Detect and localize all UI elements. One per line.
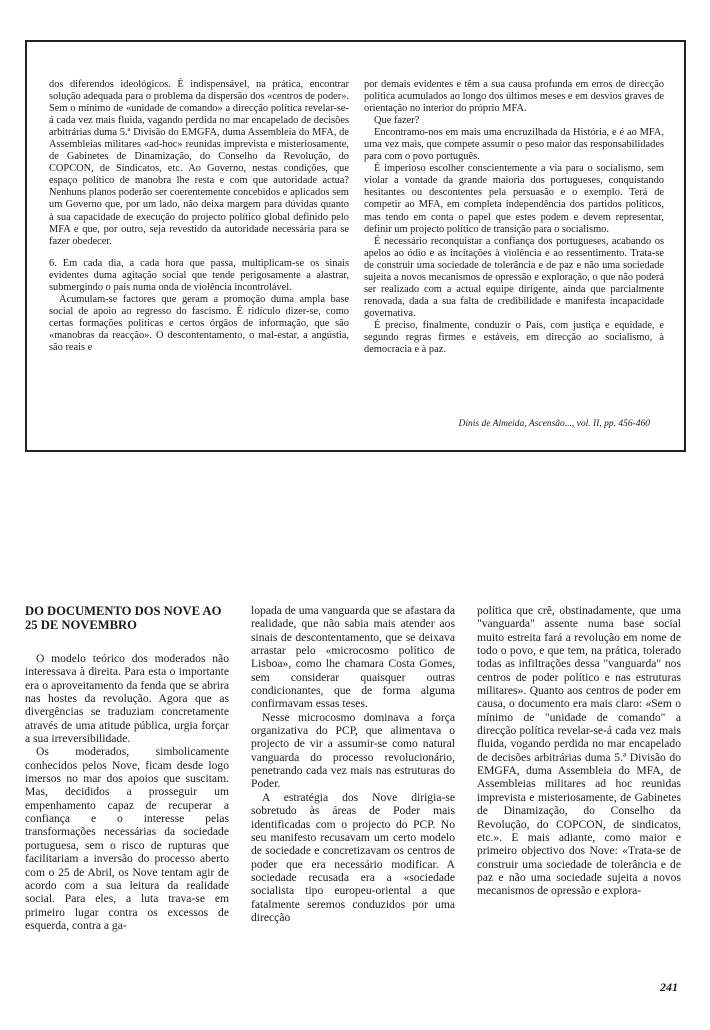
article-paragraph: A estratégia dos Nove dirigia-se sobretudo às áreas de Poder mais identificadas com o projecto do PCP. No seu manifesto recusavam um certo modelo de sociedade e concretizavam os centros de poder que era necessário modificar. A sociedade recusada era a «sociedade socialista tipo europeu-oriental a que fatalmente seremos conduzidos por uma direcção bbox=[251, 790, 455, 924]
quotation-paragraph: É preciso, finalmente, conduzir o País, com justiça e equidade, e segundo regras firmes e estáveis, em direcção ao socialismo, à democracia e à paz. bbox=[364, 319, 664, 356]
quotation-paragraph: Encontramo-nos em mais uma encruzilhada da História, e é ao MFA, uma vez mais, que compete assumir o peso maior das responsabilidades para com o povo português. bbox=[364, 127, 664, 163]
quotation-column-left bbox=[49, 79, 349, 356]
article-column-3 bbox=[477, 604, 681, 932]
quotation-paragraph: É necessário reconquistar a confiança dos portugueses, acabando os apelos ao ódio e as incitações à violência e ao ressentimento. Trata-se de construir uma sociedade de tolerância e de paz e não uma sociedade sujeita a novos mecanismos de opressão e exploração, o que não poderá ser realizado com a actual equipe dirigente, ainda que parcialmente renovada, dada a sua falta de credibilidade e manifesta incapacidade governativa. bbox=[364, 235, 664, 319]
article-body bbox=[25, 604, 681, 932]
quotation-paragraph: É imperioso escolher conscientemente a via para o socialismo, sem violar a vontade da grande maioria dos portugueses, conquistando hesitantes ou descontentes pela persuasão e o exemplo. Terá de competir ao MFA, em completa independência dos partidos políticos, mas tendo em conta o papel que estes podem e devem representar, definir um projecto político de transição para o socialismo. bbox=[364, 163, 664, 235]
quotation-column-right bbox=[364, 79, 664, 356]
article-column-2 bbox=[251, 604, 455, 932]
quotation-box bbox=[25, 40, 686, 452]
article-paragraph: lopada de uma vanguarda que se afastara da realidade, que não sabia mais atender aos sinais de descontentamento, que se deixava arrastar pelo «microcosmo político de Lisboa», como lhe chamara Costa Gomes, sem considerar quaisquer outras condicionantes, que de forma alguma confirmavam essas teses. bbox=[251, 604, 455, 711]
quotation-source: Dinis de Almeida, Ascensão..., vol. II, pp. 456-460 bbox=[458, 419, 650, 429]
quotation-paragraph: por demais evidentes e têm a sua causa profunda em erros de direcção política acumulados ao longo dos últimos meses e em desvios graves de orientação no interior do próprio MFA. bbox=[364, 79, 664, 115]
quotation-paragraph: dos diferendos ideológicos. É indispensável, na prática, encontrar solução adequada para o problema da dispersão dos «centros de poder». Sem o mínimo de «unidade de comando» a direcção política revelar-se-á cada vez mais fluida, vagando perdida no mar encapelado de decisões arbitrárias duma 5.ª Divisão do EMGFA, duma Assembleia do MFA, de Assembleias militares «ad-hoc» reunidas imprevista e misteriosamente, de Gabinetes de Dinamização, do Conselho da Revolução, do COPCON, de Sindicatos, etc. Ao Governo, nestas condições, que espaço político de manobra lhe resta e com que autoridade actua? Nenhuns planos poderão ser coerentemente concebidos e aplicados sem um Governo que, por um lado, não deixa margem para dúvidas quanto à sua capacidade de execução do projecto político global definido pelo MFA e que, por outro, seja revestido da autoridade necessária para se fazer obedecer. bbox=[49, 79, 349, 247]
article-paragraph: O modelo teórico dos moderados não interessava à direita. Para esta o importante era o aproveitamento da fenda que se abrira nas hostes da revolução. Agora que as divergências se traduziam concretamente através de uma atitude pública, urgia forçar a sua irreversibilidade. bbox=[25, 652, 229, 746]
article-paragraph: Os moderados, simbolicamente conhecidos pelos Nove, ficam desde logo imersos no mar dos apoios que suscitam. Mas, decididos a prosseguir um empenhamento capaz de recuperar a confiança e o interesse pelas transformações necessárias da sociedade portuguesa, sem o risco de rupturas que facilitariam a inversão do processo aberto com o 25 de Abril, os Nove tentam agir de acordo com a sua leitura da realidade social. Para eles, a luta trava-se em primeiro lugar contra os excessos de esquerda, contra a ga- bbox=[25, 745, 229, 932]
quotation-columns bbox=[49, 79, 664, 356]
article-paragraph: Nesse microcosmo dominava a força organizativa do PCP, que alimentava o projecto de vir a assumir-se como natural vanguarda do processo revolucionário, penetrando cada vez mais nas estruturas do Poder. bbox=[251, 710, 455, 791]
quotation-paragraph: 6. Em cada dia, a cada hora que passa, multiplicam-se os sinais evidentes duma agitação social que tende perigosamente a alastrar, submergindo o país numa onda de violência incontrolável. bbox=[49, 257, 349, 293]
section-heading: DO DOCUMENTO DOS NOVE AO 25 DE NOVEMBRO bbox=[25, 604, 222, 632]
page-number: 241 bbox=[660, 980, 678, 994]
article-paragraph: política que crê, obstinadamente, que uma "vanguarda" assente numa base social muito estreita fará a revolução em nome de todo o povo, e que tem, na prática, tolerado todas as infiltrações dessa "vanguarda" nos centros de poder político e nas estruturas militares». Quanto aos centros de poder em causa, o documento era mais claro: «Sem o mínimo de "unidade de comando" a direcção política revelar-se-á cada vez mais fluida, vogando perdida no mar encapelado de decisões arbitrárias duma 5.ª Divisão do EMGFA, duma Assembleia do MFA, de Assembleias militares ad hoc reunidas imprevista e misteriosamente, de Gabinetes de Dinamização, do Conselho da Revolução, do COPCON, de sindicatos, etc.». E mais adiante, como maior e primeiro objectivo dos Nove: «Trata-se de construir uma sociedade de tolerância e de paz e não uma sociedade sujeita a novos mecanismos de opressão e explora- bbox=[477, 604, 681, 898]
quotation-paragraph: Acumulam-se factores que geram a promoção duma ampla base social de apoio ao regresso do fascismo. É ridículo dizer-se, como certas formações políticas e certos órgãos de informação, que são «manobras da reacção». O descontentamento, o mal-estar, a angústia, são reais e bbox=[49, 293, 349, 353]
quotation-paragraph: Que fazer? bbox=[374, 115, 420, 127]
article-column-1 bbox=[25, 604, 229, 932]
